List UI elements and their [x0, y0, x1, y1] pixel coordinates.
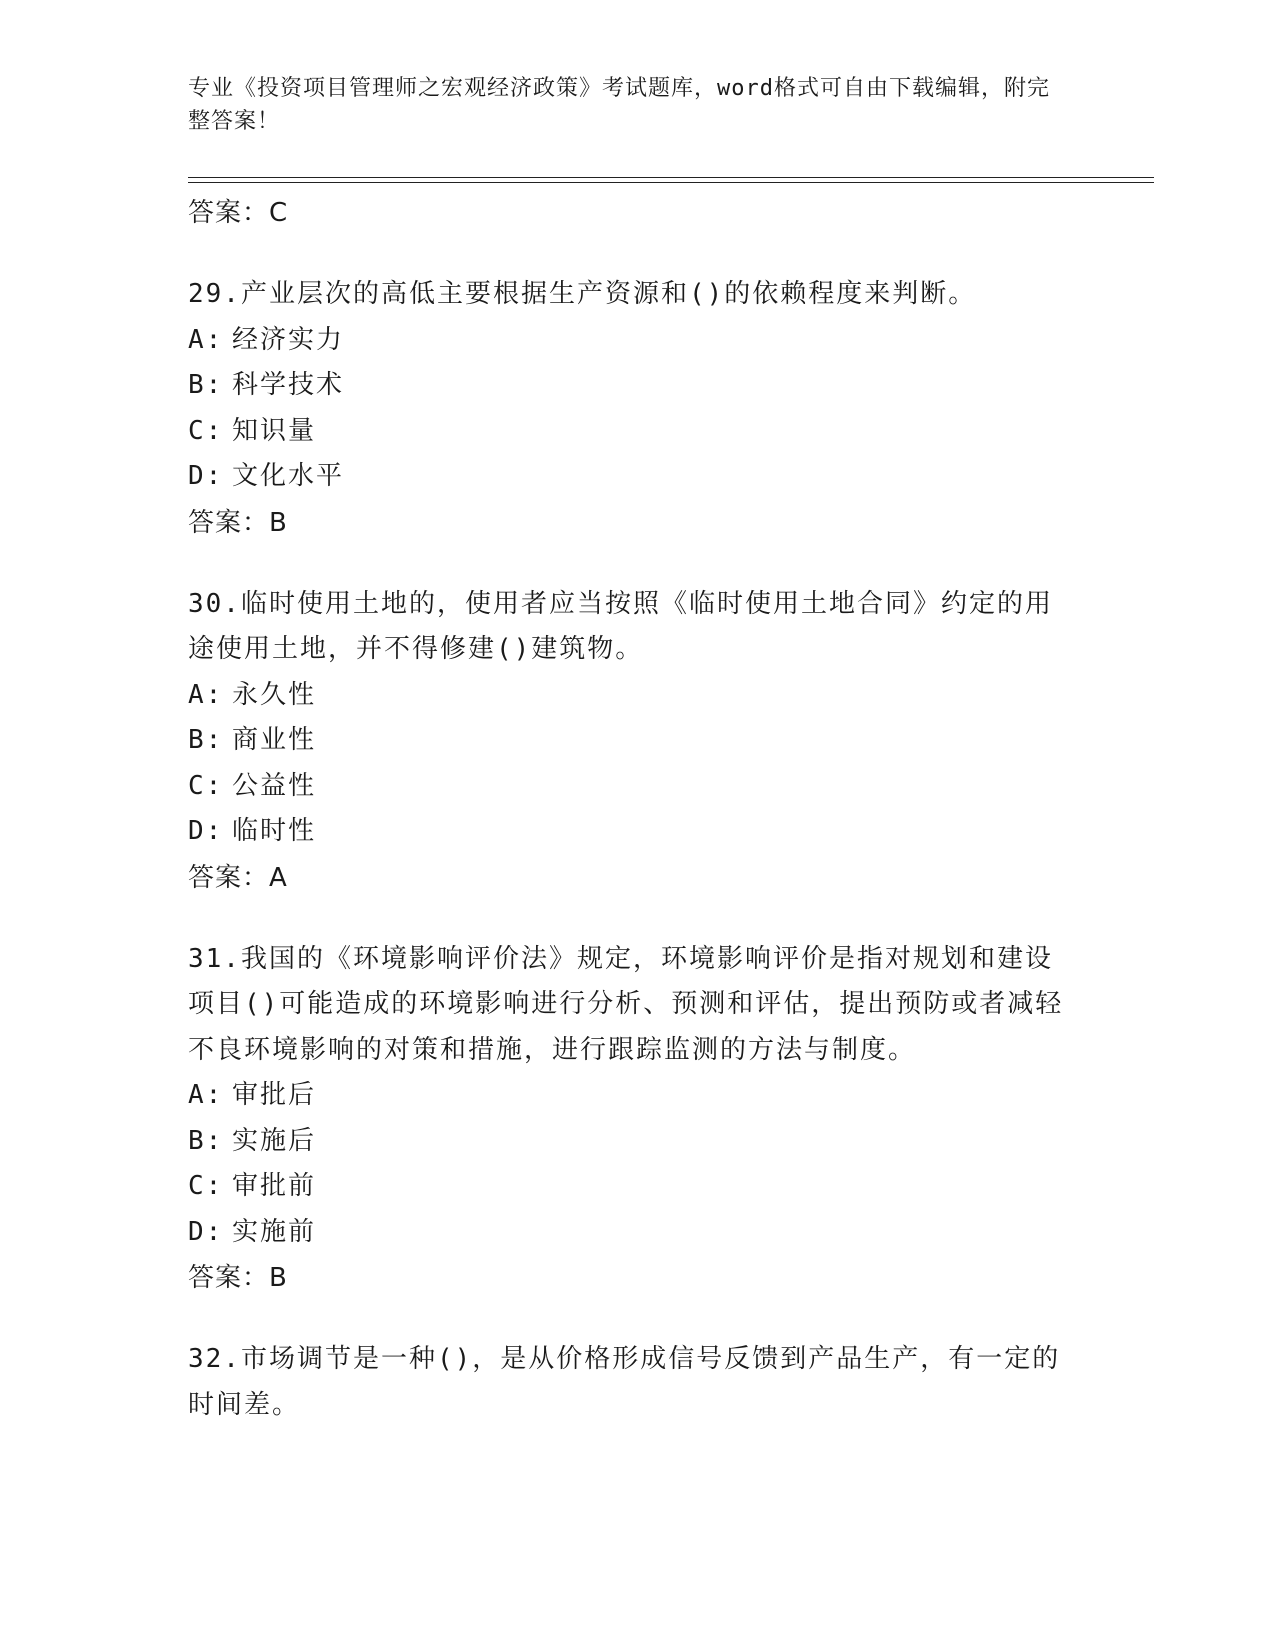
header-note: 专业《投资项目管理师之宏观经济政策》考试题库，word格式可自由下载编辑，附完整答案！	[188, 76, 1050, 134]
option-c	[188, 1164, 1088, 1210]
option-text: 审批前	[232, 1171, 317, 1201]
answer-line: 答案：B	[188, 1263, 288, 1293]
question-text: 31.我国的《环境影响评价法》规定，环境影响评价是指对规划和建设项目()可能造成的环境影响进行分析、预测和评估，提出预防或者减轻不良环境影响的对策和措施，进行跟踪监测的方法与制度。	[188, 943, 1064, 1065]
option-d	[188, 454, 1088, 500]
option-a	[188, 1073, 1088, 1119]
option-c	[188, 409, 1088, 455]
header-rule-bottom	[188, 182, 1154, 183]
option-key: A:	[188, 1080, 224, 1110]
question-text: 32.市场调节是一种()，是从价格形成信号反馈到产品生产，有一定的时间差。	[188, 1344, 1061, 1420]
option-d	[188, 1210, 1088, 1256]
question-list	[188, 190, 1088, 1428]
option-text: 永久性	[232, 679, 317, 710]
question-block	[188, 1337, 1088, 1428]
option-text: 实施前	[232, 1216, 317, 1247]
option-key: B:	[188, 370, 224, 400]
option-text: 实施后	[232, 1125, 317, 1156]
question-text: 30.临时使用土地的，使用者应当按照《临时使用土地合同》约定的用途使用土地，并不得修建()建筑物。	[188, 588, 1053, 664]
option-key: D:	[188, 1216, 224, 1247]
question-block	[188, 272, 1088, 546]
answer-line: 答案：B	[188, 507, 288, 538]
question-block	[188, 937, 1088, 1302]
option-text: 知识量	[232, 415, 317, 446]
option-text: 临时性	[232, 816, 317, 846]
header-rule-top	[188, 177, 1154, 178]
option-text: 商业性	[232, 725, 317, 755]
option-text: 公益性	[232, 770, 317, 801]
option-key: A:	[188, 324, 224, 355]
option-key: A:	[188, 679, 224, 710]
option-text: 文化水平	[232, 461, 345, 491]
option-key: D:	[188, 816, 224, 846]
option-key: C:	[188, 1171, 224, 1201]
option-c	[188, 764, 1088, 810]
option-text: 审批后	[232, 1080, 317, 1110]
option-key: B:	[188, 1125, 224, 1156]
option-text: 科学技术	[232, 370, 345, 400]
option-key: B:	[188, 725, 224, 755]
question-text: 29.产业层次的高低主要根据生产资源和()的依赖程度来判断。	[188, 279, 977, 309]
option-d	[188, 809, 1088, 855]
option-key: D:	[188, 461, 224, 491]
question-block	[188, 582, 1088, 901]
option-a	[188, 673, 1088, 719]
option-text: 经济实力	[232, 324, 345, 355]
answer-line: 答案：A	[188, 862, 288, 893]
answer-line: 答案：C	[188, 198, 289, 228]
option-key: C:	[188, 770, 224, 801]
option-b	[188, 718, 1088, 764]
option-b	[188, 363, 1088, 409]
option-a	[188, 318, 1088, 364]
option-b	[188, 1119, 1088, 1165]
option-key: C:	[188, 415, 224, 446]
